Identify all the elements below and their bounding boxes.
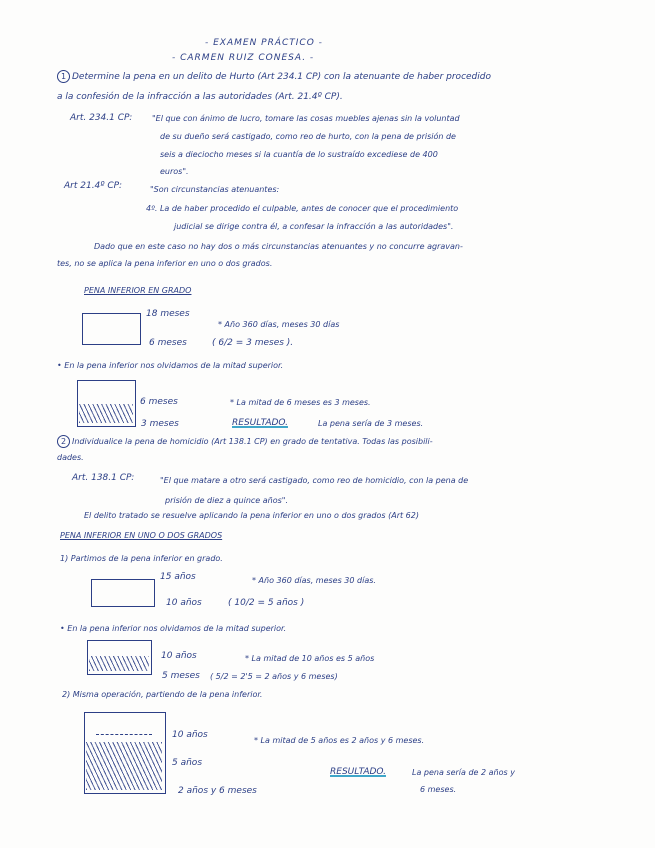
- q1-paragraph-line-1: Dado que en este caso no hay dos o más circunstancias atenuantes y no concurre agravan-: [94, 242, 463, 251]
- q2-box2-hatch: [89, 656, 149, 671]
- q2-box3-note: * La mitad de 5 años es 2 años y 6 meses.: [254, 736, 425, 745]
- q1-result-text: La pena sería de 3 meses.: [318, 419, 424, 428]
- q2-box2-bottom: 5 meses: [162, 671, 200, 681]
- q2-step-2: 2) Misma operación, partiendo de la pena inferior.: [62, 690, 263, 699]
- q2-heading: PENA INFERIOR EN UNO O DOS GRADOS: [60, 531, 223, 540]
- q2-result-label: RESULTADO.: [330, 767, 386, 777]
- q1-box1-bottom: 6 meses: [149, 338, 187, 348]
- q2-note-2: • En la pena inferior nos olvidamos de la mitad superior.: [60, 624, 287, 633]
- author-name: - CARMEN RUIZ CONESA. -: [172, 53, 315, 63]
- q1-box2-hatch: [79, 404, 133, 423]
- art-234-text-3: seis a dieciocho meses si la cuantía de lo sustraído excediese de 400: [160, 150, 438, 159]
- q2-box2-top: 10 años: [161, 651, 197, 661]
- art-21-text-2: 4º. La de haber procedido el culpable, antes de conocer que el procedimiento: [146, 204, 459, 213]
- art-234-text-2: de su dueño será castigado, como reo de hurto, con la pena de prisión de: [160, 132, 456, 141]
- q1-paragraph-line-2: tes, no se aplica la pena inferior en uno o dos grados.: [57, 259, 273, 268]
- q1-box1-note: * Año 360 días, meses 30 días: [218, 320, 340, 329]
- question-1-text: Determine la pena en un delito de Hurto (Art 234.1 CP) con la atenuante de haber procedido: [72, 72, 491, 82]
- q2-result-text-2: 6 meses.: [420, 785, 457, 794]
- q2-box3-top: 10 años: [172, 730, 208, 740]
- q2-box3-divider: [96, 734, 152, 735]
- q2-box1-calc: ( 10/2 = 5 años ): [228, 598, 305, 608]
- q1-box2-top: 6 meses: [140, 397, 178, 407]
- art-138-text-2: prisión de diez a quince años".: [165, 496, 289, 505]
- q2-box1-bottom: 10 años: [166, 598, 202, 608]
- question-1-line-1: [57, 70, 491, 83]
- q2-box2-note: * La mitad de 10 años es 5 años: [245, 654, 375, 663]
- question-2-line-2: dades.: [57, 453, 84, 462]
- art-21-text-3: judicial se dirige contra él, a confesar la infracción a las autoridades".: [174, 222, 454, 231]
- q2-box2-calc: ( 5/2 = 2'5 = 2 años y 6 meses): [210, 672, 338, 681]
- art-234-text-4: euros".: [160, 167, 189, 176]
- q1-penalty-box-1: [82, 313, 141, 345]
- art-138-text-1: "El que matare a otro será castigado, como reo de homicidio, con la pena de: [160, 476, 469, 485]
- q2-penalty-box-1: [91, 579, 155, 607]
- question-1-number: 1: [57, 70, 70, 83]
- q1-box1-calc: ( 6/2 = 3 meses ).: [212, 338, 294, 348]
- q1-result-label: RESULTADO.: [232, 418, 288, 428]
- question-1-line-2: a la confesión de la infracción a las autoridades (Art. 21.4º CP).: [57, 92, 343, 102]
- q1-note-2: • En la pena inferior nos olvidamos de la mitad superior.: [57, 361, 284, 370]
- q2-step-1: 1) Partimos de la pena inferior en grado.: [60, 554, 223, 563]
- q2-box3-hatch: [86, 742, 162, 790]
- q1-heading: PENA INFERIOR EN GRADO: [84, 286, 192, 295]
- q2-paragraph: El delito tratado se resuelve aplicando la pena inferior en uno o dos grados (Art 62): [84, 511, 419, 520]
- q1-box1-top: 18 meses: [146, 309, 190, 319]
- question-2-line-1: [57, 435, 433, 448]
- q2-box1-top: 15 años: [160, 572, 196, 582]
- art-21-text-1: "Son circunstancias atenuantes:: [150, 185, 280, 194]
- q2-result-text-1: La pena sería de 2 años y: [412, 768, 515, 777]
- question-2-text: Individualice la pena de homicidio (Art 138.1 CP) en grado de tentativa. Todas las posibili-: [72, 437, 433, 446]
- art-21-label: Art 21.4º CP:: [64, 181, 122, 191]
- art-234-text-1: "El que con ánimo de lucro, tomare las cosas muebles ajenas sin la voluntad: [152, 114, 460, 123]
- exam-title: - EXAMEN PRÁCTICO -: [205, 38, 323, 48]
- q1-box2-note: * La mitad de 6 meses es 3 meses.: [230, 398, 371, 407]
- art-138-label: Art. 138.1 CP:: [72, 473, 135, 483]
- q2-box1-note: * Año 360 días, meses 30 días.: [252, 576, 376, 585]
- question-2-number: 2: [57, 435, 70, 448]
- q2-box3-mid: 5 años: [172, 758, 203, 768]
- q2-box3-bottom: 2 años y 6 meses: [178, 786, 257, 796]
- q1-box2-bottom: 3 meses: [141, 419, 179, 429]
- art-234-label: Art. 234.1 CP:: [70, 113, 133, 123]
